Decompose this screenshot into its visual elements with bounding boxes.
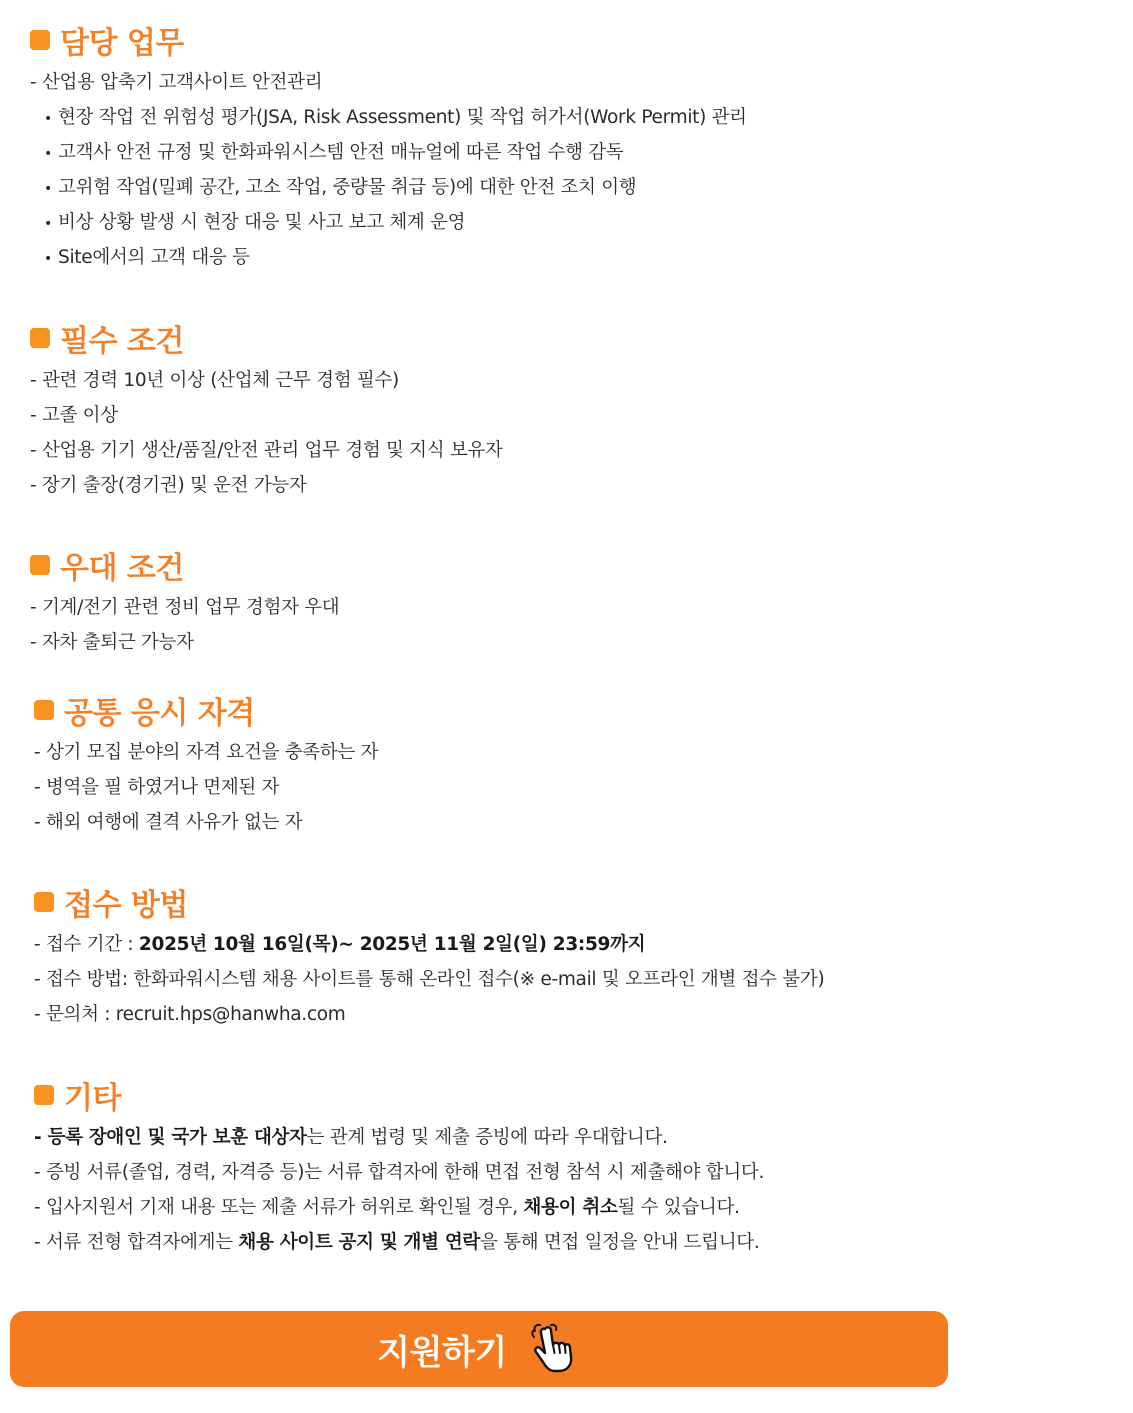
- etc-section: [34, 1075, 764, 1260]
- list-item: • 현장 작업 전 위험성 평가(JSA, Risk Assessment) 및 작업 허가서(Work Permit) 관리: [30, 100, 747, 135]
- list-item: - 산업용 기기 생산/품질/안전 관리 업무 경험 및 지식 보유자: [30, 440, 503, 461]
- preferred-heading: [30, 545, 339, 585]
- apply-method-heading: [34, 882, 824, 922]
- required-section: [30, 318, 503, 503]
- apply-button-label: 지원하기: [377, 1332, 507, 1373]
- square-bullet-icon: [34, 1085, 54, 1105]
- duties-heading: [30, 20, 747, 60]
- list-item: - 관련 경력 10년 이상 (산업체 근무 경험 필수): [30, 370, 399, 391]
- list-item: - 등록 장애인 및 국가 보훈 대상자는 관계 법령 및 제출 증빙에 따라 우대합니다.: [34, 1127, 668, 1148]
- required-heading: [30, 318, 503, 358]
- common-heading: [34, 690, 378, 730]
- preferred-section: [30, 545, 339, 660]
- list-item: - 병역을 필 하였거나 면제된 자: [34, 777, 280, 798]
- list-item: - 장기 출장(경기권) 및 운전 가능자: [30, 475, 307, 496]
- list-item: • 고위험 작업(밀폐 공간, 고소 작업, 중량물 취급 등)에 대한 안전 조치 이행: [30, 170, 747, 205]
- apply-period: - 접수 기간 : 2025년 10월 16일(목)~ 2025년 11월 2일(일) 23:59까지: [34, 934, 646, 955]
- apply-method-title: 접수 방법: [64, 888, 188, 923]
- apply-method-text: - 접수 방법: 한화파워시스템 채용 사이트를 통해 온라인 접수(※ e-mail 및 오프라인 개별 접수 불가): [34, 969, 825, 990]
- square-bullet-icon: [30, 30, 50, 50]
- dot-icon: •: [44, 181, 52, 197]
- apply-button[interactable]: [10, 1311, 948, 1387]
- apply-period-value: 2025년 10월 16일(목)~ 2025년 11월 2일(일) 23:59까지: [138, 934, 646, 955]
- dot-icon: •: [44, 146, 52, 162]
- list-item: • 비상 상황 발생 시 현장 대응 및 사고 보고 체계 운영: [30, 205, 747, 240]
- duties-title: 담당 업무: [60, 26, 184, 61]
- pointing-hand-icon: [529, 1323, 581, 1375]
- list-item: • 고객사 안전 규정 및 한화파워시스템 안전 매뉴얼에 따른 작업 수행 감독: [30, 135, 747, 170]
- square-bullet-icon: [30, 555, 50, 575]
- apply-method-section: [34, 882, 824, 1032]
- list-item: - 기계/전기 관련 정비 업무 경험자 우대: [30, 597, 340, 618]
- list-item: - 입사지원서 기재 내용 또는 제출 서류가 허위로 확인될 경우, 채용이 취소될 수 있습니다.: [34, 1197, 740, 1218]
- etc-heading: [34, 1075, 764, 1115]
- preferred-title: 우대 조건: [60, 551, 184, 586]
- duties-intro: - 산업용 압축기 고객사이트 안전관리: [30, 72, 323, 93]
- list-item: - 해외 여행에 결격 사유가 없는 자: [34, 812, 303, 833]
- required-title: 필수 조건: [60, 324, 184, 359]
- list-item: - 서류 전형 합격자에게는 채용 사이트 공지 및 개별 연락을 통해 면접 일정을 안내 드립니다.: [34, 1232, 760, 1253]
- dot-icon: •: [44, 251, 52, 267]
- dot-icon: •: [44, 111, 52, 127]
- list-item: • Site에서의 고객 대응 등: [30, 240, 747, 275]
- duties-section: [30, 20, 747, 275]
- square-bullet-icon: [34, 892, 54, 912]
- common-title: 공통 응시 자격: [64, 696, 255, 731]
- common-section: [34, 690, 378, 840]
- contact-email: - 문의처 : recruit.hps@hanwha.com: [34, 1004, 346, 1025]
- etc-title: 기타: [64, 1081, 121, 1116]
- list-item: - 자차 출퇴근 가능자: [30, 632, 194, 653]
- list-item: - 상기 모집 분야의 자격 요건을 충족하는 자: [34, 742, 379, 763]
- square-bullet-icon: [34, 700, 54, 720]
- list-item: - 고졸 이상: [30, 405, 118, 426]
- list-item: - 증빙 서류(졸업, 경력, 자격증 등)는 서류 합격자에 한해 면접 전형 참석 시 제출해야 합니다.: [34, 1162, 765, 1183]
- square-bullet-icon: [30, 328, 50, 348]
- dot-icon: •: [44, 216, 52, 232]
